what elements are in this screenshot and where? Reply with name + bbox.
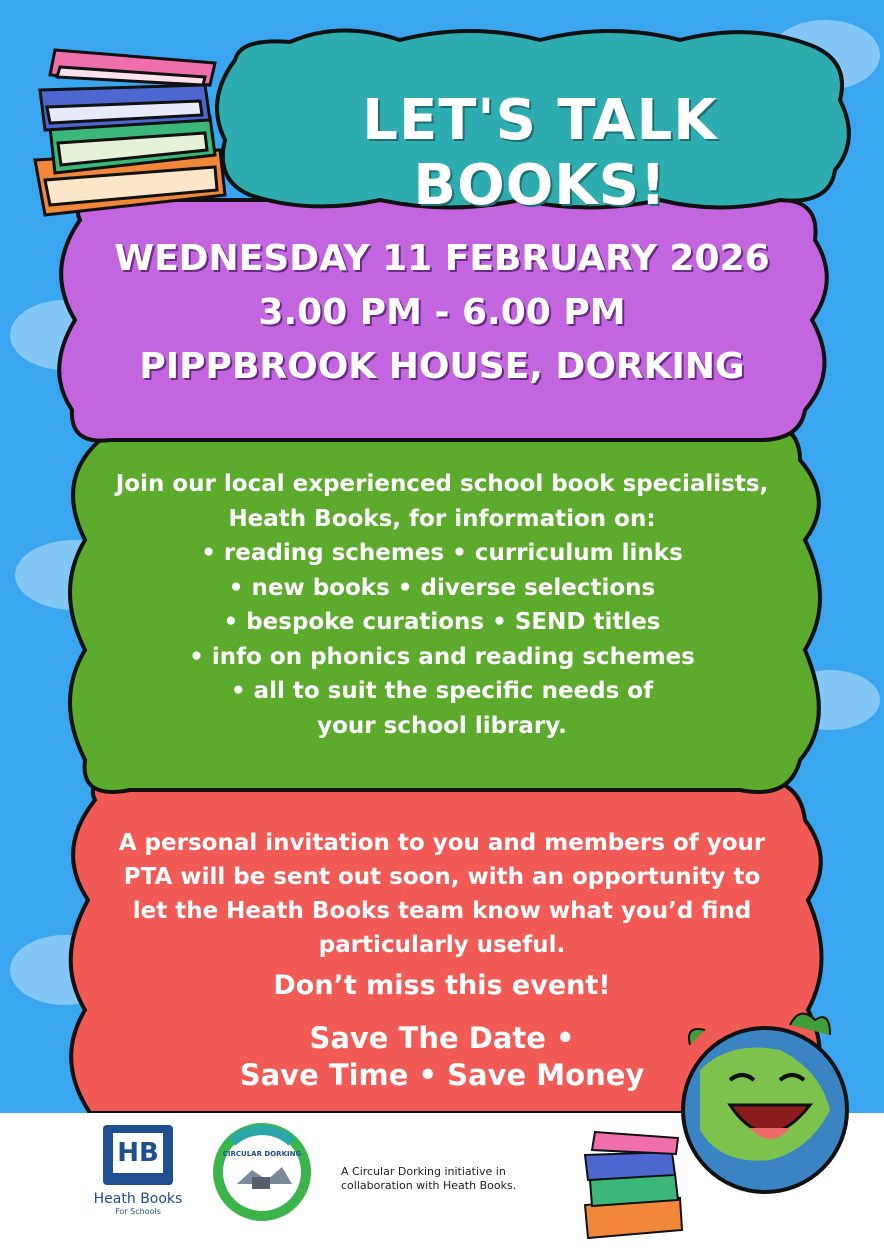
initiative-line: collaboration with Heath Books. [341,1179,517,1192]
info-line: • reading schemes • curriculum links [201,540,683,566]
hb-sub: For Schools [115,1207,161,1216]
event-details [0,232,884,394]
hb-logo-mark [103,1125,173,1185]
info-line: • bespoke curations • SEND titles [223,609,661,635]
circular-dorking-logo [212,1122,312,1222]
invite-line: PTA will be sent out soon, with an opportunity to [123,864,761,890]
info-line: • new books • diverse selections [228,574,656,601]
invite-line: A personal invitation to you and members of your [118,830,766,856]
heath-books-logo [78,1125,198,1216]
event-venue: PIPPBROOK HOUSE, DORKING [139,346,745,387]
info-text [0,467,884,743]
circular-logo-text: CIRCULAR DORKING [222,1150,302,1158]
invite-line: particularly useful. [318,932,566,958]
save-line: Save Time • Save Money [239,1058,645,1092]
initiative-line: A Circular Dorking initiative in [341,1165,506,1178]
event-time: 3.00 PM - 6.00 PM [258,292,626,333]
initiative-text [341,1165,516,1193]
hb-logo-letters: HB [113,1133,163,1173]
page-title: LET'S TALK BOOKS! [362,88,718,218]
dont-miss-text: Don’t miss this event! [273,970,611,1001]
invite-line: let the Heath Books team know what you’d find [132,898,752,924]
invite-text [0,826,884,962]
hb-name: Heath Books [93,1191,183,1207]
book-stack-illustration [25,45,235,235]
info-line: • all to suit the specific needs of [230,678,654,704]
small-book-stack-illustration [580,1130,690,1240]
event-date: WEDNESDAY 11 FEBRUARY 2026 [114,238,770,279]
info-line: your school library. [317,712,567,739]
info-line: Heath Books, for information on: [228,505,656,532]
info-line: • info on phonics and reading schemes [189,643,695,670]
info-line: Join our local experienced school book specialists, [115,471,769,497]
save-line: Save The Date • [309,1021,575,1055]
